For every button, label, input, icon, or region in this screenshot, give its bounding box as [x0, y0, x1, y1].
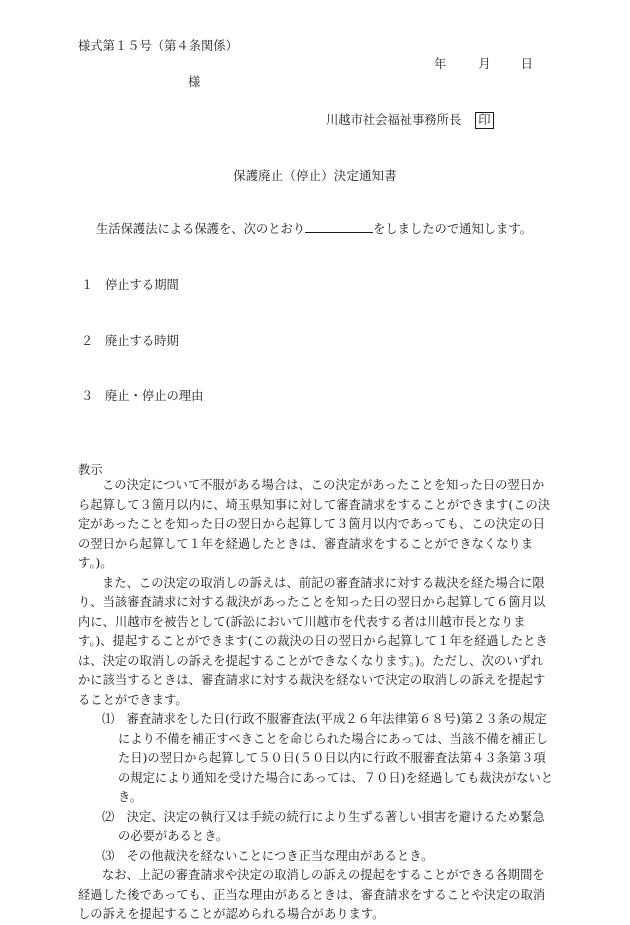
intro-paragraph — [78, 220, 554, 239]
item-number: １ — [81, 278, 94, 292]
date-year-label: 年 — [434, 57, 447, 71]
intro-blank — [305, 220, 373, 233]
item-number: ３ — [81, 389, 94, 403]
instruction-paragraph-1: この決定について不服がある場合は、この決定があったことを知った日の翌日から起算して３箇月以内に、埼玉県知事に対して審査請求をすることができます(この決定があったことを知った日の翌日から起算して３箇月以内であっても、この決定の日の翌日から起算して１年を経過したときは、審査請求をすることができなくなります。)。 — [78, 478, 551, 570]
instruction-sub-item-1 — [78, 710, 554, 808]
sub-item-marker: ⑵ — [102, 809, 115, 824]
intro-text-after: をしましたので通知します。 — [373, 222, 532, 236]
instruction-sub-item-3 — [78, 847, 554, 867]
item-reason — [81, 386, 203, 404]
sub-item-text: その他裁決を経ないことにつき正当な理由があるとき。 — [126, 848, 434, 863]
item-label: 廃止・停止の理由 — [105, 389, 204, 403]
seal-mark: 印 — [475, 112, 493, 129]
item-label: 停止する期間 — [105, 278, 179, 292]
item-suspension-period — [81, 275, 179, 293]
date-month-label: 月 — [478, 57, 491, 71]
form-number: 様式第１５号（第４条関係） — [78, 39, 238, 53]
addressee-line: 様 — [188, 75, 201, 89]
date-day-label: 日 — [520, 57, 533, 71]
sub-item-text: 決定、決定の執行又は手続の続行により生ずる著しい損害を避けるため緊急の必要があるとき。 — [118, 809, 545, 843]
sub-item-marker: ⑴ — [102, 712, 115, 726]
date-line — [434, 54, 533, 72]
sub-item-marker: ⑶ — [102, 848, 115, 863]
instruction-closing: なお、上記の審査請求や決定の取消しの訴えの提起をすることができる各期間を経過した後であっても、正当な理由があるときは、審査請求をすることや決定の取消しの訴えを提起することが認められる場合があります。 — [78, 868, 546, 921]
intro-text-before: 生活保護法による保護を、次のとおり — [96, 222, 306, 236]
sender-name: 川越市社会福祉事務所長 — [326, 113, 462, 127]
document-title: 保護廃止（停止）決定通知書 — [233, 169, 397, 183]
item-label: 廃止する時期 — [105, 334, 179, 348]
instruction-body — [78, 476, 554, 925]
instruction-sub-item-2 — [78, 808, 554, 847]
instruction-heading: 教示 — [78, 463, 103, 477]
sender-line — [326, 110, 494, 129]
item-number: ２ — [81, 334, 94, 348]
instruction-paragraph-2: また、この決定の取消しの訴えは、前記の審査請求に対する裁決を経た場合に限り、当該審査請求に対する裁決があったことを知った日の翌日から起算して６箇月以内に、川越市を被告として(訴訟において川越市を代表する者は川越市長となります。)、提起することができます(この裁決の日の翌日から起算して１年を経過したときは、決定の取消しの訴えを提起することができなくなります。)。ただし、次のいずれかに該当するときは、審査請求に対する裁決を経ないで決定の取消しの訴えを提起することができます。 — [78, 575, 548, 707]
item-abolition-time — [81, 331, 179, 349]
sub-item-text: 審査請求をした日(行政不服審査法(平成２６年法律第６８号)第２３条の規定により不備を補正すべきことを命じられた場合にあっては、当該不備を補正した日)の翌日から起算して５０日(５０日以内に行政不服審査法第４３条第３項の規定により通知を受けた場合にあっては、７０日)を経過しても裁決がないとき。 — [118, 712, 554, 804]
